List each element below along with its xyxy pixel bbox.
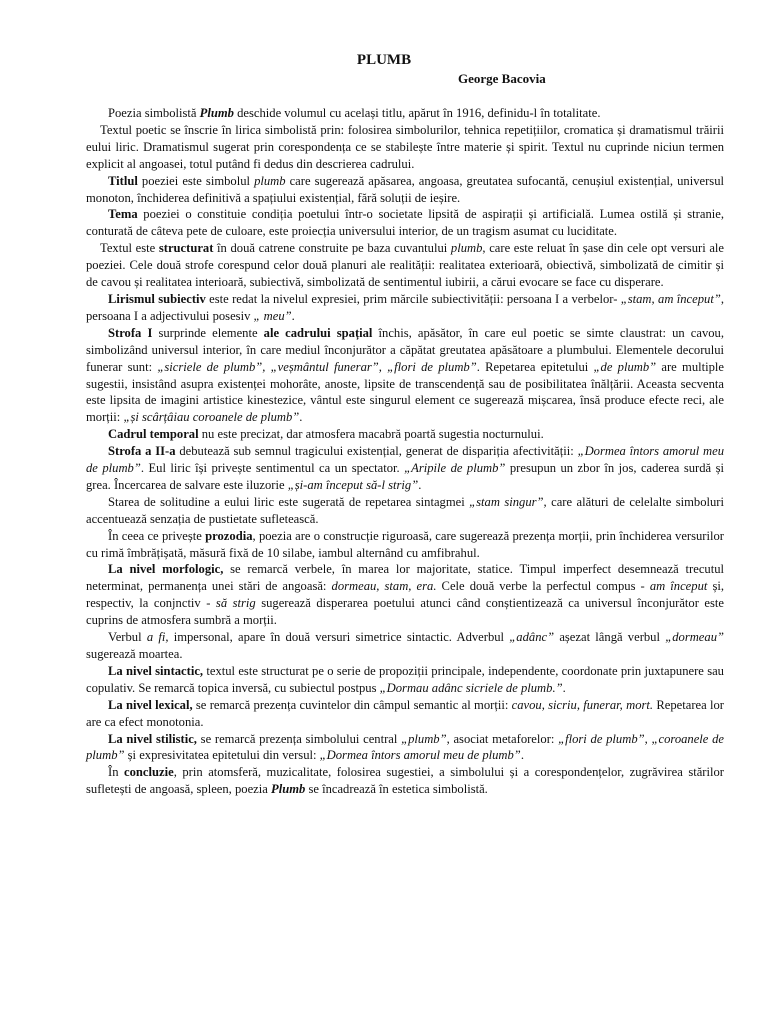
text-segment: se remarcă prezența cuvintelor din câmpul semantic al morții: [192,697,512,712]
text-segment: Plumb [199,106,234,120]
text-segment: să strig [215,596,256,611]
paragraph-p15 [86,697,724,731]
text-segment: Repetarea lor are ca efect monotonia. [86,697,725,729]
text-segment: presupun un zbor în jos, caderea surdă și grea. Încercarea de salvare este iluzorie [86,461,724,492]
document-title: PLUMB [356,52,412,68]
text-segment: Poezia simbolistă [108,106,200,120]
text-segment: așezat lângă verbul [554,630,666,645]
text-segment: concluzie [124,765,174,780]
text-segment: se remarcă prezența simbolului central [196,731,402,746]
text-segment: , care este reluat în șase din cele opt versuri ale poeziei. Cele două strofe corespund celor două planuri ale realității: realitatea exterioară, obiectivă, simbolizată de cimitir și de cavou și realitatea interioară, subiectivă, simbolizată de sentimentul iubirii, a cărui evocare se face cu disperare. [86,241,725,290]
paragraph-p9 [86,443,724,494]
text-segment: , poezia are o construcție riguroasă, care sugerează prezența morții, prin închiderea versurilor cu rimă îmbrățișată, măsură fixă de 10 silabe, iambul alternând cu amfibrahul. [86,528,724,560]
paragraph-p1 [86,105,724,122]
text-segment: plumb [254,173,286,188]
text-segment: se remarcă verbele, în marea lor majoritate, statice. Timpul imperfect desemnează trecutul neterminat, permanența unei stări de angoasă: [86,562,724,594]
text-segment: „flori de plumb”, „coroanele de plumb” [86,731,724,763]
text-segment: poeziei o constituie condiția poetului într-o societate lipsită de aspirații și artificială. Lumea ostilă și stranie, conturată de câteva pete de culoare, este proiecția universului interior, de un tragism asumat cu luciditate. [86,207,724,239]
text-segment: impersonal, apare în două versuri simetrice sintactic. Adverbul [168,630,510,645]
text-segment: . [299,410,303,425]
text-segment: „Dormau adânc sicriele de plumb.” [379,680,563,695]
text-segment: . [291,308,295,323]
text-segment: „sicriele de plumb”, „veșmântul funerar”, „flori de plumb” [157,359,477,374]
document-body [86,105,724,798]
text-segment: În ceea ce privește [108,528,206,543]
paragraph-p3 [86,173,724,207]
paragraph-p16 [86,731,724,765]
text-segment: . Eul liric își privește sentimentul ca un spectator. [140,461,405,476]
text-segment: Cele două verbe la perfectul compus - [436,579,650,594]
text-segment: Strofa a II-a [108,444,176,459]
text-segment: Textul poetic se înscrie în lirica simbolistă prin: folosirea simbolurilor, tehnica repetițiilor, cromatica și dramatismul trăirii eului liric. Dramatismul sugerat prin corespondența ce se stabilește între materie și spirit. Textul nu cuprinde niciun termen explicit al angoasei, totul putând fi dedus din descrierea cadrului. [86,122,724,171]
text-segment: Titlul [108,173,138,188]
text-segment: . Repetarea epitetului [476,359,594,374]
paragraph-p12 [86,561,724,629]
text-segment: La nivel sintactic, [108,663,204,678]
text-segment: se încadrează în estetica simbolistă. [305,782,488,797]
text-segment: care alături de celelalte simboluri accentuează senzația de pustietate sufletească. [86,494,725,526]
text-segment: La nivel morfologic, [108,562,224,577]
text-segment: deschide volumul cu același titlu, apărut în 1916, definidu-l în totalitate. [233,106,601,120]
text-segment: ale cadrului spațial [263,325,373,340]
text-segment: „dormeau” [665,630,724,645]
paragraph-p5 [86,240,724,291]
paragraph-p7 [86,325,724,426]
text-segment: În [108,765,125,780]
text-segment: a fi, [146,630,169,645]
text-segment: „Dormea întors amorul meu de plumb” [319,748,521,763]
paragraph-p6 [86,291,724,325]
text-segment: și expresivitatea epitetului din versul: [124,748,320,763]
text-segment: Lirismul subiectiv [108,291,206,306]
text-segment: „ meu” [253,308,292,323]
text-segment: Textul este [100,241,159,256]
text-segment: are multiple sugestii, insistând asupra existenței mohorâte, anoste, lipsite de transcendență sau de posibilitatea înălțării. Aceasta secventa este lipsita de imagini artistice kinestezice, vântul este singurul element ce sugerează mișcarea, însă produce efecte reci, ale morții: [86,359,724,425]
text-segment: cavou, sicriu, funerar, mort. [511,697,654,712]
text-segment: Plumb [271,782,306,797]
text-segment: „stam, am început” [620,291,721,306]
text-segment: Strofa I [108,325,153,340]
text-segment: „și-am început să-l strig” [287,477,419,492]
text-segment: „stam singur”, [469,494,547,509]
text-segment: plumb [450,241,483,256]
paragraph-p17 [86,764,724,798]
text-segment: structurat [158,241,214,256]
text-segment: nu este precizat, dar atmosfera macabră poartă sugestia nocturnului. [198,427,544,442]
document-author: George Bacovia [458,71,546,86]
paragraph-p2 [86,122,724,173]
paragraph-p11 [86,528,724,562]
text-segment: . [418,477,422,492]
paragraph-p13 [86,629,724,663]
paragraph-p8 [86,426,724,443]
paragraph-p4 [86,206,724,240]
text-segment: Starea de solitudine a eului liric este sugerată de repetarea sintagmei [108,494,470,509]
text-segment: sugerează disperarea poetului atunci când conștientizează ca universul înconjurător este cuprins de atmosfera sumbră a morții. [86,596,724,628]
text-segment: și, respectiv, la conjnctiv - [86,579,724,611]
text-segment: La nivel lexical, [108,697,193,712]
text-segment: La nivel stilistic, [108,731,197,746]
text-segment: „plumb” [401,731,447,746]
text-segment: , asociat metaforelor: [446,731,559,746]
text-segment: , prin atomsferă, muzicalitate, folosirea sugestiei, a simbolului și a corespondențelor, zugrăvirea stărilor sufletești de angoasă, spleen, poezia [86,765,724,797]
text-segment: sugerează moartea. [86,647,183,661]
text-segment: „adânc” [509,630,555,645]
text-segment: . [562,680,566,695]
text-segment: . [520,748,524,763]
text-segment: „și scârțâiau coroanele de plumb” [123,410,300,425]
text-segment: surprinde elemente [152,325,264,340]
text-segment: am început [649,579,708,594]
text-segment: Verbul [108,630,147,645]
text-segment: în două catrene construite pe baza cuvantului [213,241,451,256]
paragraph-p10 [86,494,724,528]
text-segment: debutează sub semnul tragicului existențial, generat de dispariția afectivității: [175,444,578,459]
text-segment: poeziei este simbolul [137,173,255,188]
text-segment: prozodia [205,528,253,543]
text-segment: Tema [108,207,138,222]
text-segment: Cadrul temporal [108,427,199,442]
text-segment: dormeau, stam, era. [331,579,437,594]
text-segment: „Dormea întors amorul meu de plumb” [86,444,725,476]
text-segment: închis, apăsător, în care eul poetic se simte claustrat: un cavou, simbolizând universul interior, în care mediul înconjurător a căpătat greutatea apăsătoare a plumbului. Elementele decorului funerar sunt: [86,325,725,374]
text-segment: , persoana I a adjectivului posesiv [86,291,724,323]
text-segment: textul este structurat pe o serie de propoziții principale, independente, coordonate prin juxtapunere sau copulativ. Se remarcă topica inversă, cu subiectul postpus [86,663,724,695]
text-segment: este redat la nivelul expresiei, prim mărcile subiectivității: persoana I a verbelor- [205,291,621,306]
text-segment: care sugerează apăsarea, angoasa, greutatea sufocantă, cenușiul existențial, universul monoton, închiderea definitivă a spațiului existențial, fără soluții de ieșire. [86,173,724,205]
paragraph-p14 [86,663,724,697]
text-segment: „Aripile de plumb” [404,461,506,476]
text-segment: „de plumb” [593,359,657,374]
